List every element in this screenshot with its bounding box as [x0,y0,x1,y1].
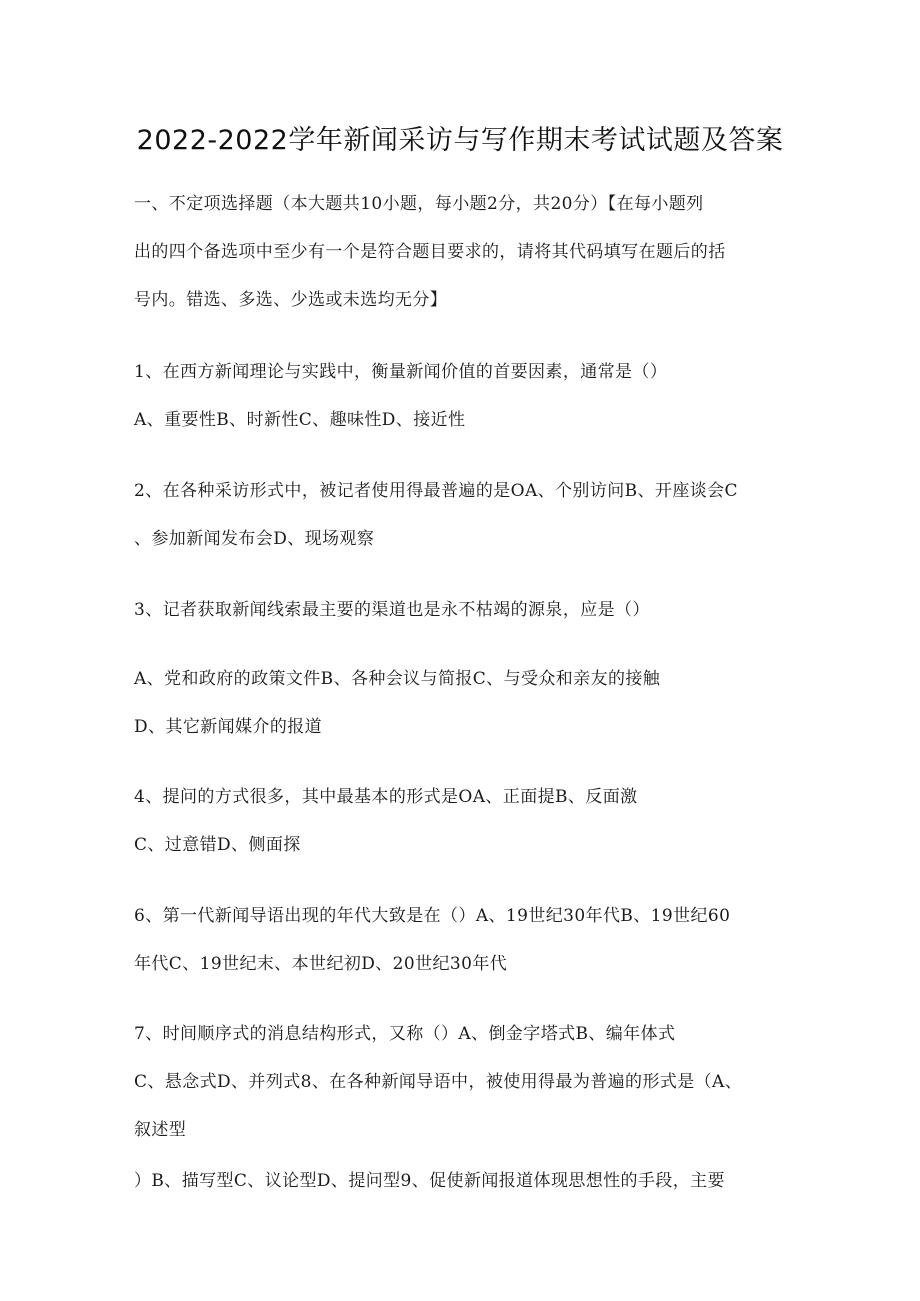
question-3-options-1: A、党和政府的政策文件B、各种会议与简报C、与受众和亲友的接触 [134,669,661,689]
question-4-options: C、过意错D、侧面探 [134,835,301,855]
section-header-line-1: 一、不定项选择题（本大题共10小题，每小题2分，共20分）【在每小题列 [134,194,704,214]
question-2-continued: 、参加新闻发布会D、现场观察 [134,529,375,549]
question-1-options: A、重要性B、时新性C、趣味性D、接近性 [134,410,466,430]
section-header-line-3: 号内。错选、多选、少选或未选均无分】 [134,290,448,310]
question-6: 6、第一代新闻导语出现的年代大致是在（）A、19世纪30年代B、19世纪60 [134,906,731,926]
question-7: 7、时间顺序式的消息结构形式，又称（）A、倒金字塔式B、编年体式 [134,1024,676,1044]
question-8-option-a: 叙述型 [134,1120,187,1140]
question-7-8-continued: C、悬念式D、并列式8、在各种新闻导语中，被使用得最为普遍的形式是（A、 [134,1072,743,1092]
question-8-9-continued: ）B、描写型C、议论型D、提问型9、促使新闻报道体现思想性的手段，主要 [134,1171,725,1191]
document-title: 2022-2022学年新闻采访与写作期末考试试题及答案 [136,125,784,156]
question-3: 3、记者获取新闻线索最主要的渠道也是永不枯竭的源泉，应是（） [134,600,650,620]
question-1: 1、在西方新闻理论与实践中，衡量新闻价值的首要因素，通常是（） [134,362,668,382]
question-3-options-2: D、其它新闻媒介的报道 [134,717,323,737]
question-2: 2、在各种采访形式中，被记者使用得最普遍的是OA、个别访问B、开座谈会C [134,481,738,501]
question-6-continued: 年代C、19世纪末、本世纪初D、20世纪30年代 [134,954,508,974]
question-4: 4、提问的方式很多，其中最基本的形式是OA、正面提B、反面激 [134,787,638,807]
section-header-line-2: 出的四个备选项中至少有一个是符合题目要求的，请将其代码填写在题后的括 [134,242,726,262]
